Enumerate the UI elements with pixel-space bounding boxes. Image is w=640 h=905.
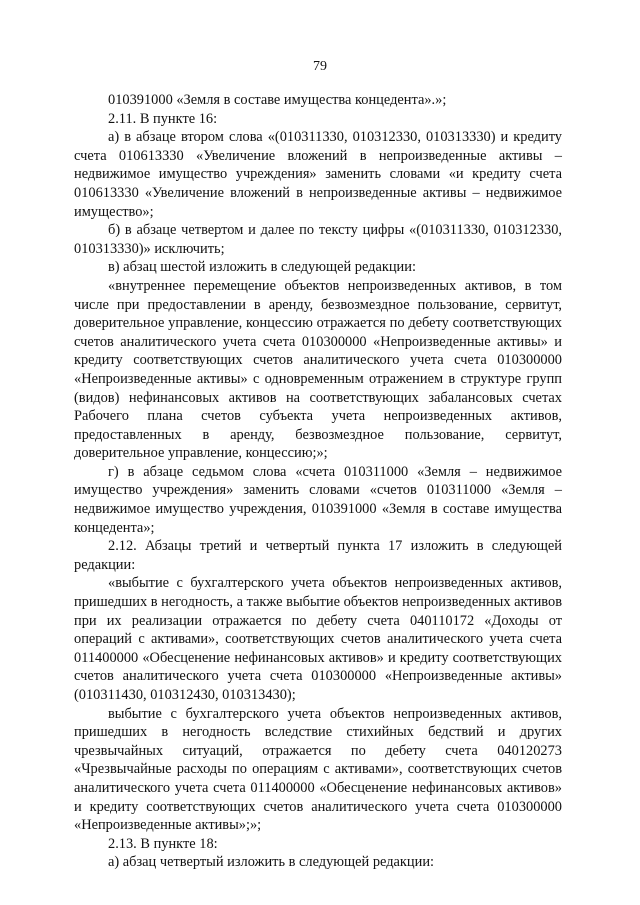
clause-2-13-heading: 2.13. В пункте 18: [108, 835, 218, 852]
clause-2-11-item-b: б) в абзаце четвертом и далее по тексту цифры «(010311330, 010312330, 010313330)» исключить; [74, 222, 562, 257]
page-number: 79 [313, 59, 327, 74]
clause-2-11-item-g: г) в абзаце седьмом слова «счета 010311000 «Земля – недвижимое имущество учреждения» заменить словами «счетов 010311000 «Земля – недвижимое имущество учреждения, 010391000 «Земля в составе имущества концедента»; [74, 463, 562, 536]
clause-2-11-item-a: а) в абзаце втором слова «(010311330, 010312330, 010313330) и кредиту счета 010613330 «Увеличение вложений в непроизведенные активы – недвижимое имущество учреждения» заменить словами «и кредиту счета 010613330 «Увеличение вложений в непроизведенные активы – недвижимое имущество»; [74, 129, 562, 220]
clause-2-11-item-v: в) абзац шестой изложить в следующей редакции: [108, 259, 416, 276]
clause-2-12-text-2: выбытие с бухгалтерского учета объектов непроизведенных активов, пришедших в негодность вследствие стихийных бедствий и других чрезвычайных ситуаций, отражается по дебету счета 040120273 «Чрезвычайные расходы по операциям с активами», соответствующих счетов аналитического учета счета 011400000 «Обесценение нефинансовых активов» и кредиту соответствующих счетов аналитического учета счета 010300000 «Непроизведенные активы»;»; [74, 705, 562, 834]
clause-2-11-item-v-text: «внутреннее перемещение объектов непроизведенных активов, в том числе при предоставлении в аренду, безвозмездное пользование, сервитут, доверительное управление, концессию отражается по дебету соответствующих счетов аналитического учета счета 010300000 «Непроизведенные активы» и кредиту соответствующих счетов аналитического учета счета 010300000 «Непроизведенные активы» с одновременным отражением в структуре групп (видов) нефинансовых активов на соответствующих забалансовых счетах Рабочего плана счетов субъекта учета непроизведенных активов, предоставленных в аренду, безвозмездное пользование, сервитут, доверительное управление, концессию;»; [74, 277, 562, 462]
paragraph-continuation: 010391000 «Земля в составе имущества концедента».»; [108, 92, 447, 108]
clause-2-11-heading: 2.11. В пункте 16: [108, 110, 218, 127]
clause-2-12-text-1: «выбытие с бухгалтерского учета объектов непроизведенных активов, пришедших в негодность, а также выбытие объектов непроизведенных активов при их реализации отражается по дебету счета 040110172 «Доходы от операций с активами», соответствующих счетов аналитического учета счета 011400000 «Обесценение нефинансовых активов» и кредиту соответствующих счетов аналитического учета счета 010300000 «Непроизведенные активы» (010311430, 010312430, 010313430); [74, 575, 562, 703]
document-body [74, 91, 562, 872]
clause-2-12-heading: 2.12. Абзацы третий и четвертый пункта 17 изложить в следующей редакции: [74, 538, 562, 573]
clause-2-13-item-a: а) абзац четвертый изложить в следующей редакции: [108, 854, 435, 871]
